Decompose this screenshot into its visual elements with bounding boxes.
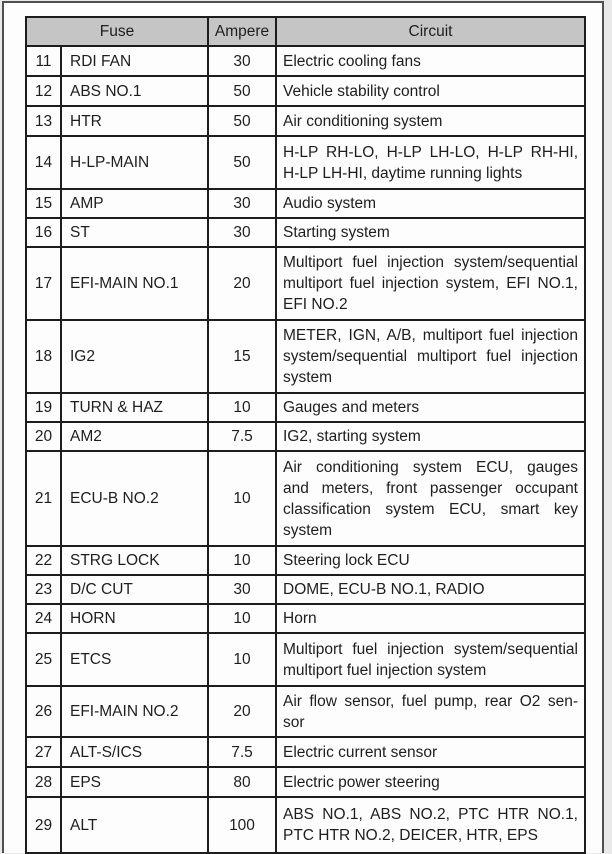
circuit-line: METER, IGN, A/B, multiport fuel injection xyxy=(283,327,578,344)
fuse-number-cell: 12 xyxy=(26,76,61,106)
fuse-name-cell: HTR xyxy=(61,106,208,136)
circuit-line: Electric cooling fans xyxy=(283,52,421,70)
fuse-name-cell: HORN xyxy=(61,604,208,633)
fuse-row xyxy=(26,686,585,737)
circuit-cell xyxy=(276,189,585,218)
fuse-name-cell: ALT-S/ICS xyxy=(61,737,208,767)
circuit-line: and meters, front passenger occupant xyxy=(283,479,578,497)
circuit-line: multiport fuel injection system, EFI NO.1, xyxy=(283,275,578,292)
fuse-name-cell: EFI-MAIN NO.1 xyxy=(61,247,208,320)
circuit-line: classification system ECU, smart key xyxy=(283,500,578,518)
circuit-line: Steering lock ECU xyxy=(283,552,410,569)
fuse-row xyxy=(26,106,585,136)
circuit-cell xyxy=(276,575,585,604)
circuit-line: Electric current sensor xyxy=(283,743,438,761)
circuit-cell xyxy=(276,422,585,451)
circuit-line: Air flow sensor, fuel pump, rear O2 sen- xyxy=(283,692,578,710)
ampere-cell: 30 xyxy=(208,46,276,76)
circuit-cell xyxy=(276,797,585,853)
ampere-cell: 10 xyxy=(208,393,276,422)
header-ampere: Ampere xyxy=(208,17,276,46)
fuse-number-cell: 26 xyxy=(26,686,61,737)
circuit-cell xyxy=(276,393,585,422)
ampere-cell: 10 xyxy=(208,451,276,546)
ampere-cell: 10 xyxy=(208,633,276,686)
fuse-row xyxy=(26,546,585,575)
fuse-row xyxy=(26,604,585,633)
fuse-row xyxy=(26,633,585,686)
circuit-cell xyxy=(276,320,585,393)
fuse-number-cell: 29 xyxy=(26,797,61,853)
fuse-number-cell: 15 xyxy=(26,189,61,218)
fuse-row xyxy=(26,737,585,767)
fuse-row xyxy=(26,76,585,106)
circuit-cell xyxy=(276,767,585,797)
ampere-cell: 7.5 xyxy=(208,422,276,451)
circuit-cell xyxy=(276,76,585,106)
fuse-row xyxy=(26,422,585,451)
fuse-number-cell: 13 xyxy=(26,106,61,136)
fuse-name-cell: ABS NO.1 xyxy=(61,76,208,106)
circuit-line: Multiport fuel injection system/sequential xyxy=(283,640,578,658)
circuit-line: ABS NO.1, ABS NO.2, PTC HTR NO.1, xyxy=(283,806,578,823)
circuit-line: DOME, ECU-B NO.1, RADIO xyxy=(283,581,485,598)
ampere-cell: 15 xyxy=(208,320,276,393)
fuse-table-body xyxy=(26,46,585,853)
fuse-number-cell: 25 xyxy=(26,633,61,686)
circuit-cell xyxy=(276,451,585,546)
circuit-line: multiport fuel injection system xyxy=(283,661,487,679)
fuse-row xyxy=(26,393,585,422)
fuse-name-cell: ECU-B NO.2 xyxy=(61,451,208,546)
fuse-name-cell: RDI FAN xyxy=(61,46,208,76)
fuse-row xyxy=(26,320,585,393)
fuse-row xyxy=(26,451,585,546)
circuit-line: Multiport fuel injection system/sequential xyxy=(283,254,578,271)
circuit-line: IG2, starting system xyxy=(283,428,421,445)
fuse-name-cell: EFI-MAIN NO.2 xyxy=(61,686,208,737)
fuse-number-cell: 17 xyxy=(26,247,61,320)
circuit-line: sor xyxy=(283,713,305,731)
ampere-cell: 30 xyxy=(208,218,276,247)
fuse-row xyxy=(26,767,585,797)
circuit-line: H-LP LH-HI, daytime running lights xyxy=(283,164,523,182)
ampere-cell: 10 xyxy=(208,604,276,633)
circuit-cell xyxy=(276,633,585,686)
circuit-cell xyxy=(276,106,585,136)
fuse-number-cell: 16 xyxy=(26,218,61,247)
circuit-line: Electric power steering xyxy=(283,773,440,791)
circuit-cell xyxy=(276,136,585,189)
fuse-number-cell: 22 xyxy=(26,546,61,575)
ampere-cell: 10 xyxy=(208,546,276,575)
circuit-cell xyxy=(276,604,585,633)
fuse-row xyxy=(26,136,585,189)
circuit-cell xyxy=(276,737,585,767)
circuit-line: EFI NO.2 xyxy=(283,296,348,313)
fuse-number-cell: 28 xyxy=(26,767,61,797)
fuse-table-header xyxy=(26,17,585,46)
circuit-line: Horn xyxy=(283,610,317,627)
circuit-line: system xyxy=(283,521,333,539)
fuse-name-cell: TURN & HAZ xyxy=(61,393,208,422)
fuse-number-cell: 11 xyxy=(26,46,61,76)
header-fuse: Fuse xyxy=(26,17,208,46)
fuse-name-cell: AMP xyxy=(61,189,208,218)
ampere-cell: 30 xyxy=(208,189,276,218)
fuse-row xyxy=(26,575,585,604)
fuse-number-cell: 14 xyxy=(26,136,61,189)
fuse-row xyxy=(26,218,585,247)
header-circuit: Circuit xyxy=(276,17,585,46)
circuit-line: Air conditioning system xyxy=(283,112,443,130)
fuse-number-cell: 20 xyxy=(26,422,61,451)
ampere-cell: 80 xyxy=(208,767,276,797)
fuse-number-cell: 27 xyxy=(26,737,61,767)
circuit-cell xyxy=(276,46,585,76)
circuit-line: Audio system xyxy=(283,195,377,212)
fuse-number-cell: 24 xyxy=(26,604,61,633)
circuit-cell xyxy=(276,546,585,575)
circuit-line: Vehicle stability control xyxy=(283,82,440,100)
circuit-cell xyxy=(276,247,585,320)
fuse-name-cell: ST xyxy=(61,218,208,247)
fuse-number-cell: 23 xyxy=(26,575,61,604)
ampere-cell: 50 xyxy=(208,136,276,189)
circuit-line: H-LP RH-LO, H-LP LH-LO, H-LP RH-HI, xyxy=(283,143,578,161)
circuit-cell xyxy=(276,218,585,247)
ampere-cell: 50 xyxy=(208,76,276,106)
circuit-line: Starting system xyxy=(283,224,390,241)
header-row xyxy=(26,17,585,46)
fuse-name-cell: STRG LOCK xyxy=(61,546,208,575)
fuse-name-cell: D/C CUT xyxy=(61,575,208,604)
fuse-name-cell: ALT xyxy=(61,797,208,853)
fuse-number-cell: 21 xyxy=(26,451,61,546)
ampere-cell: 50 xyxy=(208,106,276,136)
circuit-line: system xyxy=(283,369,333,386)
circuit-line: Gauges and meters xyxy=(283,399,420,416)
circuit-line: PTC HTR NO.2, DEICER, HTR, EPS xyxy=(283,827,538,844)
fuse-row xyxy=(26,189,585,218)
ampere-cell: 100 xyxy=(208,797,276,853)
ampere-cell: 20 xyxy=(208,686,276,737)
manual-page xyxy=(2,1,604,853)
fuse-name-cell: H-LP-MAIN xyxy=(61,136,208,189)
circuit-line: Air conditioning system ECU, gauges xyxy=(283,458,578,476)
fuse-row xyxy=(26,247,585,320)
fuse-row xyxy=(26,797,585,853)
fuse-row xyxy=(26,46,585,76)
fuse-name-cell: AM2 xyxy=(61,422,208,451)
ampere-cell: 20 xyxy=(208,247,276,320)
fuse-number-cell: 18 xyxy=(26,320,61,393)
fuse-table xyxy=(25,16,586,854)
ampere-cell: 7.5 xyxy=(208,737,276,767)
fuse-name-cell: ETCS xyxy=(61,633,208,686)
fuse-name-cell: IG2 xyxy=(61,320,208,393)
circuit-line: system/sequential multiport fuel injection xyxy=(283,348,578,365)
fuse-name-cell: EPS xyxy=(61,767,208,797)
fuse-number-cell: 19 xyxy=(26,393,61,422)
ampere-cell: 30 xyxy=(208,575,276,604)
circuit-cell xyxy=(276,686,585,737)
